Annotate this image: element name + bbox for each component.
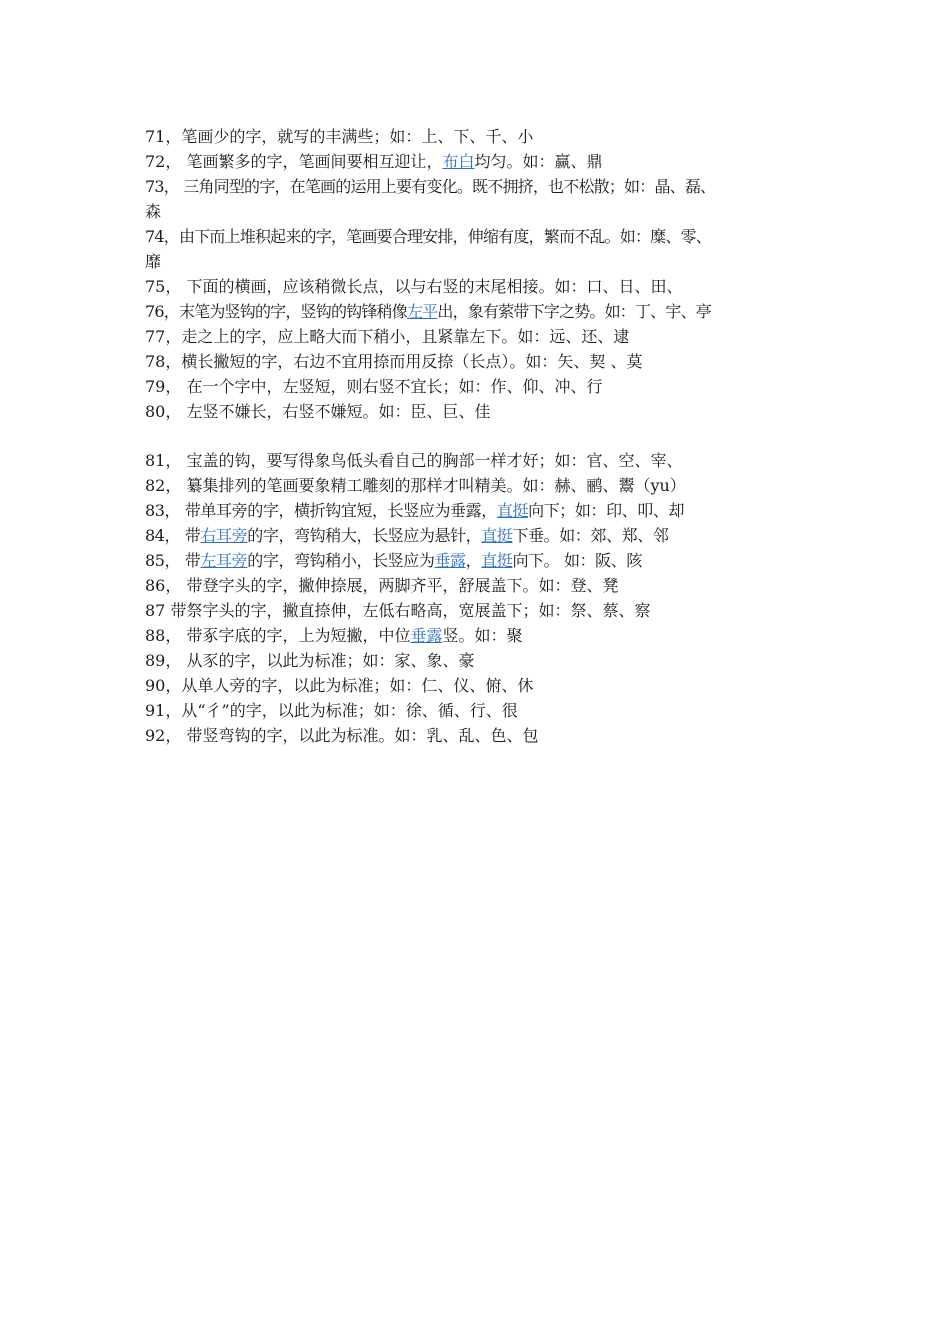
text-line (145, 399, 825, 424)
text-span: 82， 纂集排列的笔画要象精工雕刻的那样才叫精美。如：赫、鹂、鬻（yu） (145, 476, 686, 495)
text-line (145, 299, 825, 324)
text-span: 出，象有萦带下字之势。如：丁、宇、亭 (437, 302, 711, 321)
text-span: 86， 带登字头的字，撇伸捺展，两脚齐平，舒展盖下。如：登、凳 (145, 576, 619, 595)
text-line (145, 648, 825, 673)
text-line (145, 199, 825, 224)
text-line (145, 448, 825, 473)
hyperlink[interactable]: 直挺 (481, 526, 513, 545)
text-span: 84， 带 (145, 526, 201, 545)
hyperlink[interactable]: 直挺 (481, 551, 513, 570)
text-line (145, 673, 825, 698)
text-line (145, 698, 825, 723)
text-line (145, 349, 825, 374)
text-span: 靡 (145, 252, 162, 271)
paragraph-gap (145, 424, 825, 448)
text-span: 均匀。如：赢、鼎 (474, 152, 603, 171)
text-span: 78，横长撇短的字，右边不宜用捺而用反捺（长点）。如：矢、契 、莫 (145, 352, 643, 371)
text-span: 下垂。如：郊、郑、邻 (512, 526, 669, 545)
text-span: 83， 带单耳旁的字，横折钩宜短，长竖应为垂露， (145, 501, 497, 520)
text-span: 87 带祭字头的字，撇直捺伸，左低右略高，宽展盖下；如：祭、蔡、察 (145, 601, 651, 620)
text-line (145, 324, 825, 349)
text-span: 74，由下而上堆积起来的字，笔画要合理安排，伸缩有度，繁而不乱。如：糜、零、 (145, 227, 711, 246)
text-line (145, 124, 825, 149)
text-span: 的字，弯钩稍小，长竖应为 (247, 551, 435, 570)
hyperlink[interactable]: 布白 (442, 152, 475, 171)
text-span: 77，走之上的字，应上略大而下稍小，且紧靠左下。如：远、还、逮 (145, 327, 630, 346)
text-line (145, 498, 825, 523)
text-span: 竖。如：聚 (442, 626, 523, 645)
text-span: 森 (145, 202, 162, 221)
text-span: 71，笔画少的字，就写的丰满些；如：上、下、千、小 (145, 127, 534, 146)
text-line (145, 249, 825, 274)
text-span: ， (465, 551, 482, 570)
hyperlink[interactable]: 右耳旁 (200, 526, 248, 545)
text-span: 72， 笔画繁多的字，笔画间要相互迎让， (145, 152, 443, 171)
hyperlink[interactable]: 左平 (406, 302, 438, 321)
text-line (145, 149, 825, 174)
text-line (145, 623, 825, 648)
text-span: 81， 宝盖的钩，要写得象鸟低头看自己的胸部一样才好；如：官、空、宰、 (145, 451, 683, 470)
text-span: 91，从“彳”的字，以此为标准；如：徐、循、行、很 (145, 701, 518, 720)
text-line (145, 473, 825, 498)
text-line (145, 523, 825, 548)
hyperlink[interactable]: 直挺 (496, 501, 529, 520)
paragraph-block-71-80 (145, 124, 825, 424)
text-line (145, 174, 825, 199)
text-span: 的字，弯钩稍大，长竖应为悬针， (247, 526, 482, 545)
text-line (145, 374, 825, 399)
text-span: 75， 下面的横画，应该稍微长点，以与右竖的末尾相接。如：口、日、田、 (145, 277, 683, 296)
text-span: 79， 在一个字中，左竖短，则右竖不宜长；如：作、仰、冲、行 (145, 377, 603, 396)
text-line (145, 573, 825, 598)
text-span: 向下；如：印、叩、却 (528, 501, 685, 520)
document-page (145, 124, 825, 748)
text-span: 88， 带豖字底的字，上为短撇，中位 (145, 626, 411, 645)
text-line (145, 598, 825, 623)
paragraph-block-81-92 (145, 448, 825, 748)
hyperlink[interactable]: 垂露 (410, 626, 443, 645)
text-line (145, 548, 825, 573)
text-span: 80， 左竖不嫌长，右竖不嫌短。如：臣、巨、佳 (145, 402, 491, 421)
text-span: 76，末笔为竖钩的字，竖钩的钩锋稍像 (145, 302, 407, 321)
text-span: 92， 带竖弯钩的字，以此为标准。如：乳、乱、色、包 (145, 726, 539, 745)
hyperlink[interactable]: 左耳旁 (200, 551, 248, 570)
text-line (145, 274, 825, 299)
text-span: 向下。 如：阪、陔 (512, 551, 642, 570)
text-line (145, 723, 825, 748)
text-span: 90，从单人旁的字，以此为标准；如：仁、仪、俯、休 (145, 676, 534, 695)
text-span: 85， 带 (145, 551, 201, 570)
text-line (145, 224, 825, 249)
text-span: 73， 三角同型的字，在笔画的运用上要有变化。既不拥挤，也不松散；如：晶、磊、 (145, 177, 716, 196)
hyperlink[interactable]: 垂露 (434, 551, 466, 570)
text-span: 89， 从豕的字，以此为标准；如：家、象、豪 (145, 651, 475, 670)
